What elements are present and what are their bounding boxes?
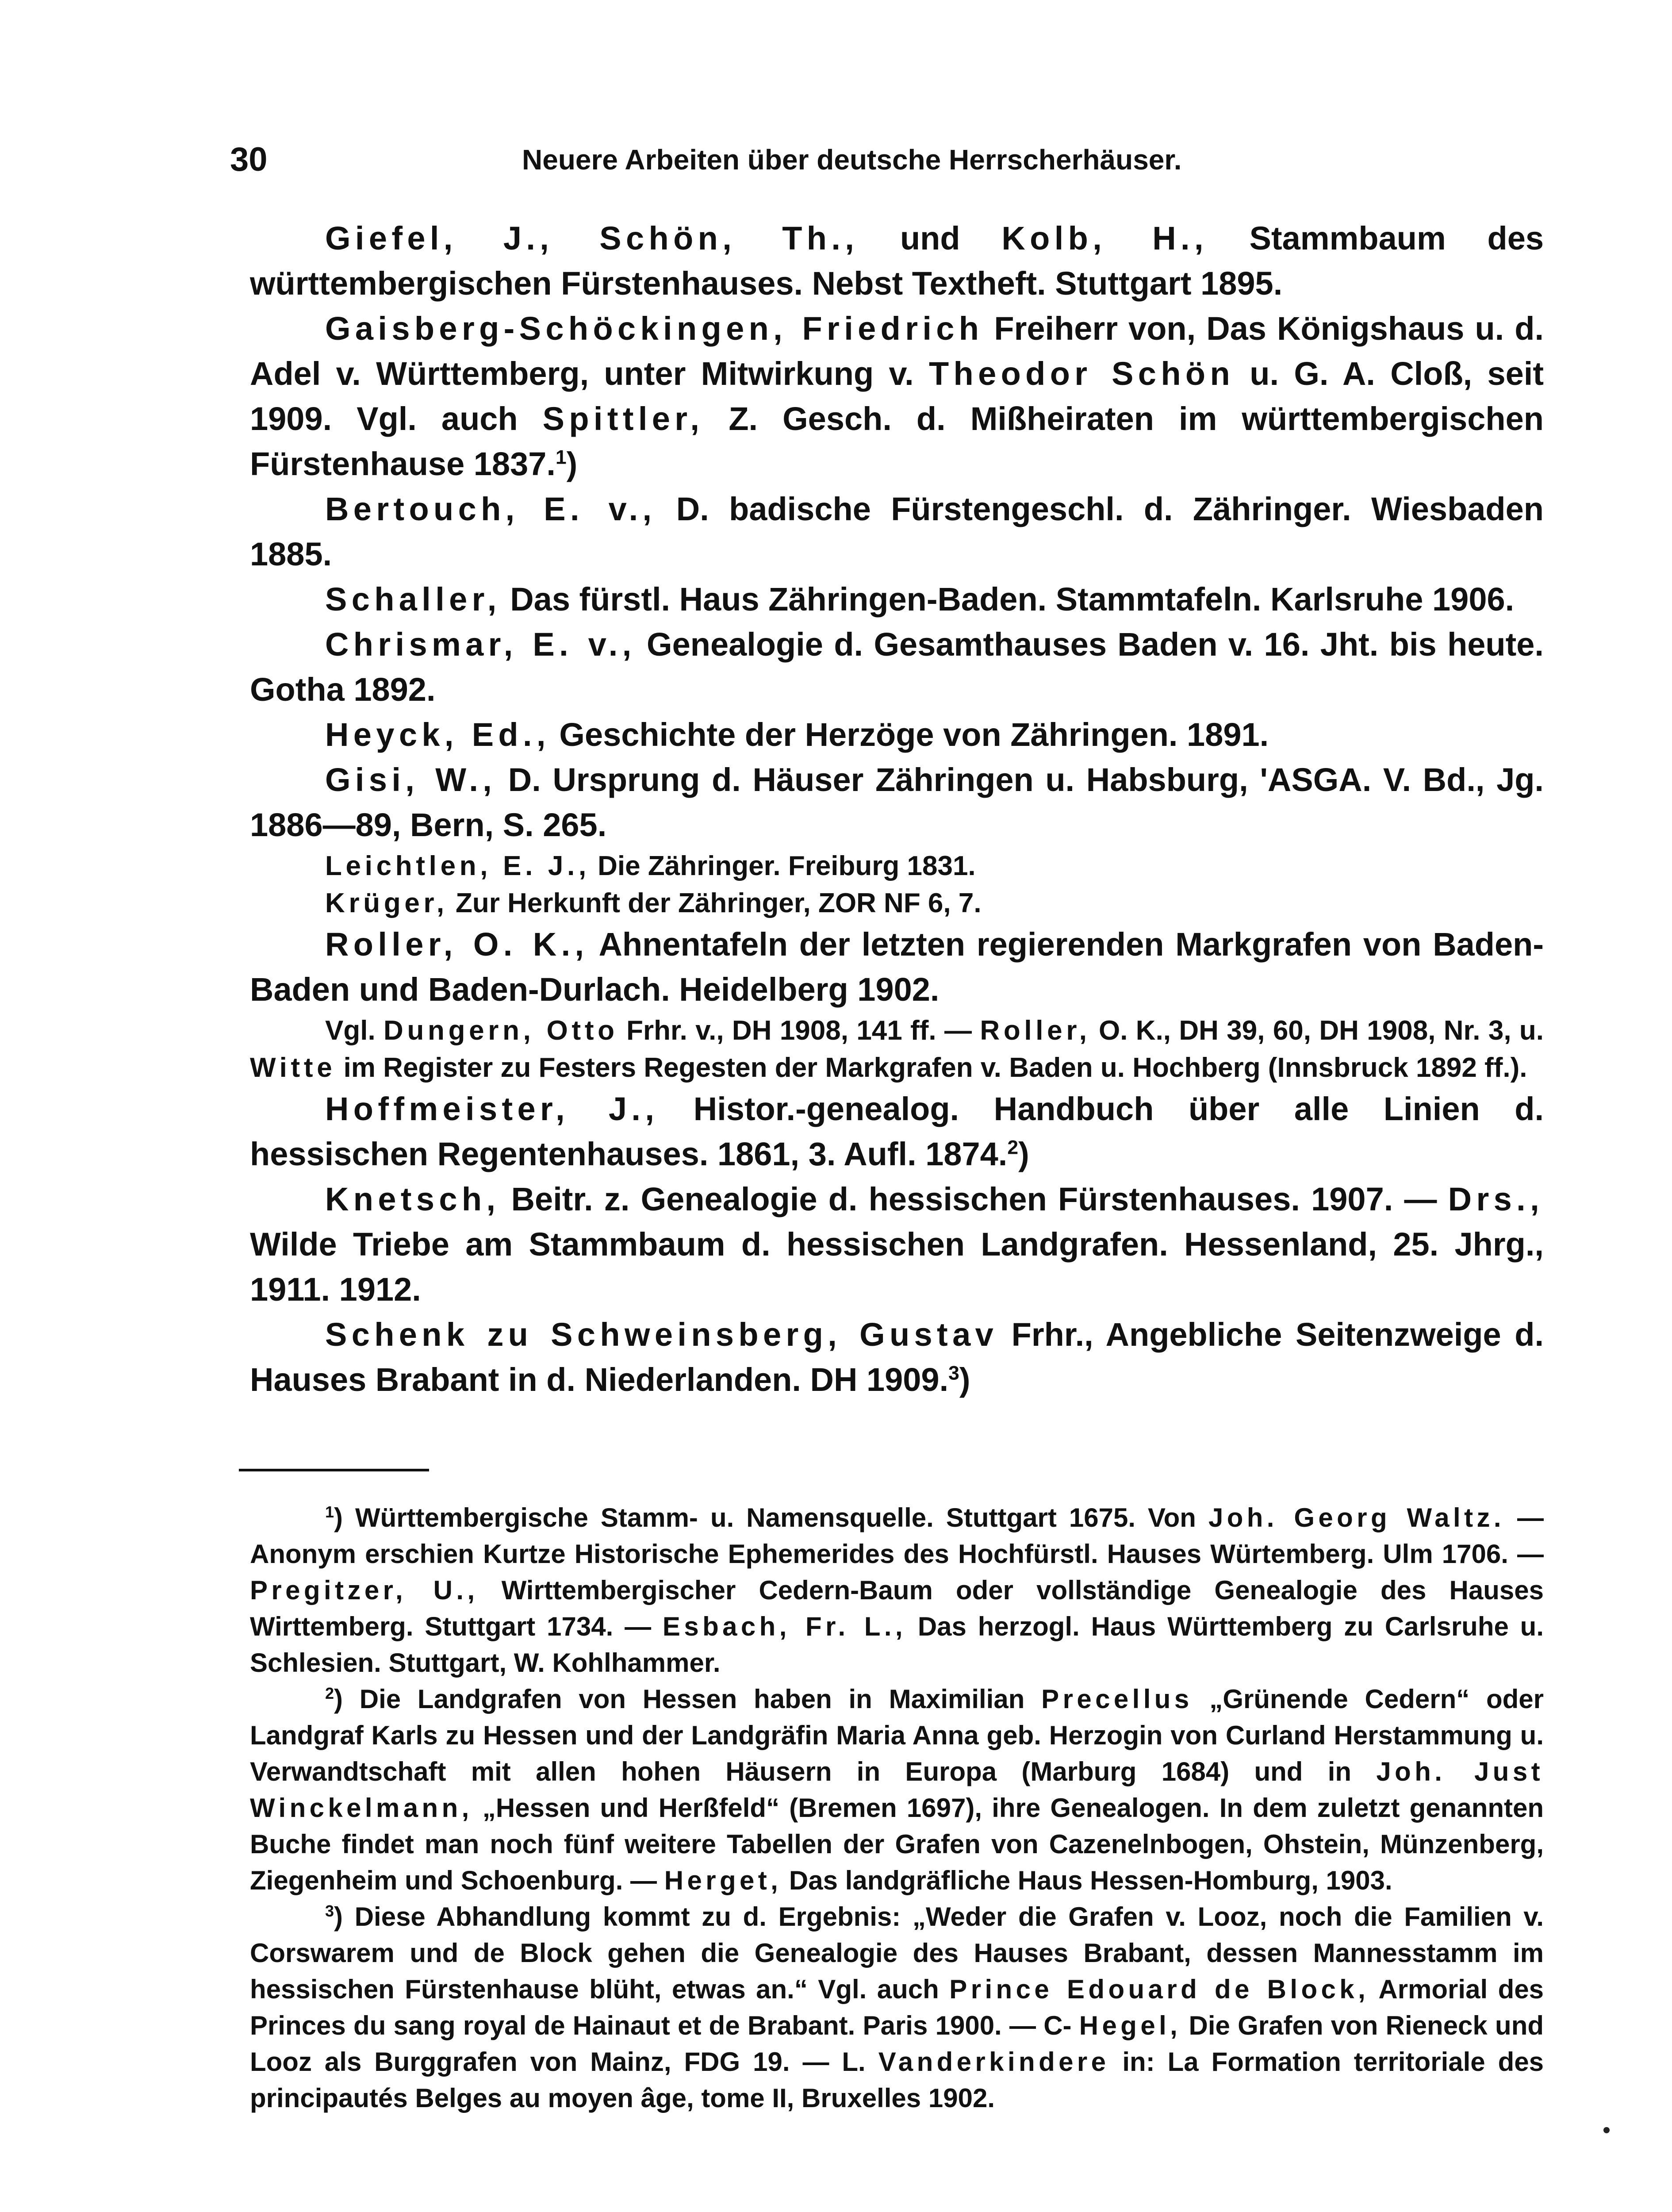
entry-text: Stammbaum des württembergischen Fürstenhauses. Nebst Textheft. Stuttgart 1895. — [250, 220, 1544, 302]
author-name: Precellus — [1041, 1684, 1193, 1714]
author-name: Gaisberg-Schöckingen, Friedrich — [325, 310, 984, 347]
author-name: Spittler, — [542, 400, 704, 437]
footnote-text: Die Grafen von Rieneck und Looz als Burggrafen von Mainz, FDG 19. — L. — [250, 2011, 1544, 2077]
author-name: Joh. Just Winckelmann, — [250, 1757, 1544, 1823]
entry-text: D. Ursprung d. Häuser Zähringen u. Habsburg, 'ASGA. V. Bd., Jg. 1886—89, Bern, S. 265. — [250, 761, 1544, 843]
author-name: Witte — [250, 1052, 336, 1083]
footnote-mark: 1 — [325, 1503, 334, 1521]
bibliography-body — [250, 216, 1544, 1402]
author-name: Vanderkindere — [878, 2047, 1110, 2077]
bib-entry — [250, 1087, 1544, 1177]
entry-text: Zur Herkunft der Zähringer, ZOR NF 6, 7. — [448, 888, 982, 918]
bib-entry — [250, 848, 1544, 885]
author-name: Bertouch, E. v., — [325, 491, 656, 527]
author-name: Roller, O. K., — [325, 926, 589, 963]
footnote-mark: 2 — [325, 1684, 334, 1702]
author-name: Theodor Schön — [928, 355, 1235, 392]
author-name: Heyck, Ed., — [325, 716, 550, 753]
footnote-text: Wirttembergischer Cedern-Baum oder vollständige Genealogie des Hauses Wirttemberg. Stuttgart 1734. — — [250, 1575, 1544, 1641]
footnote-ref: 3 — [948, 1362, 959, 1384]
bib-entry — [250, 622, 1544, 712]
running-title: Neuere Arbeiten über deutsche Herrscherhäuser. — [522, 144, 1182, 176]
entry-text: Geschichte der Herzöge von Zähringen. 1891. — [550, 716, 1269, 753]
bib-entry — [250, 216, 1544, 306]
author-name: Schaller, — [325, 581, 501, 618]
entry-text: ) — [1018, 1136, 1029, 1172]
entry-text: ) — [959, 1361, 970, 1398]
author-name: Krüger, — [325, 888, 448, 918]
entry-text: Das fürstl. Haus Zähringen-Baden. Stammtafeln. Karlsruhe 1906. — [501, 581, 1515, 618]
author-name: Esbach, Fr. L., — [662, 1612, 907, 1641]
author-name: Joh. Georg Waltz. — [1208, 1503, 1505, 1532]
entry-text: ) — [566, 445, 578, 482]
footnote-text: „Grünende Cedern“ oder Landgraf Karls zu Hessen und der Landgräfin Maria Anna geb. Herzogin von Curland Herstammung u. Verwandtschaft mit allen hohen Häusern in Europa (Marburg 1684) und in — [250, 1684, 1544, 1786]
bib-entry — [250, 1177, 1544, 1312]
print-speck — [1603, 2127, 1610, 2133]
footnote-mark: 3 — [325, 1902, 334, 1920]
bib-entry — [250, 757, 1544, 848]
footnote-text: „Hessen und Herßfeld“ (Bremen 1697), ihre Genealogen. In dem zuletzt genannten Buche findet man noch fünf weitere Tabellen der Grafen von Cazenelnbogen, Ohstein, Münzenberg, Ziegenheim und Schoenburg. — — [250, 1793, 1544, 1895]
bib-entry — [250, 577, 1544, 622]
author-name: Kolb, H., — [1001, 220, 1208, 257]
entry-text: Beitr. z. Genealogie d. hessischen Fürstenhauses. 1907. — — [500, 1181, 1448, 1217]
footnote-text: ) Diese Abhandlung kommt zu d. Ergebnis: „Weder die Grafen v. Looz, noch die Familien v. Corswarem und de Block gehen die Genealogie des Hauses Brabant, dessen Mannesstamm im hessischen Fürstenhause blüht, etwas an.“ Vgl. auch — [250, 1902, 1544, 2004]
entry-text: Histor.-genealog. Handbuch über alle Linien d. hessischen Regentenhauses. 1861, 3. Aufl. 1874. — [250, 1091, 1544, 1172]
footnote — [250, 1681, 1544, 1899]
bib-entry — [250, 922, 1544, 1012]
entry-text: Die Zähringer. Freiburg 1831. — [590, 851, 976, 881]
entry-text: Genealogie d. Gesamthauses Baden v. 16. Jht. bis heute. Gotha 1892. — [250, 626, 1544, 708]
author-name: Giefel, J., Schön, Th., — [325, 220, 859, 257]
footnote — [250, 1899, 1544, 2116]
footnote — [250, 1500, 1544, 1681]
entry-text: Freiherr von, Das Königshaus u. d. Adel v. Württemberg, unter Mitwirkung v. — [250, 310, 1544, 392]
entry-text: O. K., DH 39, 60, DH 1908, Nr. 3, u. — [1090, 1015, 1544, 1046]
entry-text: Wilde Triebe am Stammbaum d. hessischen Landgrafen. Hessenland, 25. Jhrg., 1911. 1912. — [250, 1226, 1544, 1308]
entry-text: Frhr. v., DH 1908, 141 ff. — — [618, 1015, 980, 1046]
page-number: 30 — [230, 141, 268, 178]
footnote-text: in: La Formation territoriale des principautés Belges au moyen âge, tome II, Bruxelles 1902. — [250, 2047, 1544, 2113]
entry-text: Vgl. — [325, 1015, 384, 1046]
bib-entry — [250, 1312, 1544, 1402]
footnote-ref: 2 — [1007, 1137, 1019, 1159]
bib-entry — [250, 712, 1544, 757]
footnote-separator — [239, 1469, 429, 1471]
footnote-text: Armorial des Princes du sang royal de Hainaut et de Brabant. Paris 1900. — C- — [250, 1974, 1544, 2040]
author-name: Gisi, W., — [325, 761, 497, 798]
footnote-text: — Anonym erschien Kurtze Historische Ephemerides des Hochfürstl. Hauses Würtemberg. Ulm 1706. — — [250, 1503, 1544, 1569]
entry-text: Frhr., Angebliche Seitenzweige d. Hauses Brabant in d. Niederlanden. DH 1909. — [250, 1316, 1544, 1398]
author-name: Schenk zu Schweinsberg, Gustav — [325, 1316, 998, 1353]
author-name: Knetsch, — [325, 1181, 500, 1217]
author-name: Leichtlen, E. J., — [325, 851, 590, 881]
author-name: Drs., — [1448, 1181, 1544, 1217]
author-name: Hoffmeister, J., — [325, 1091, 659, 1127]
author-name: Hegel, — [1079, 2011, 1181, 2040]
footnote-text: ) Die Landgrafen von Hessen haben in Maximilian — [334, 1684, 1042, 1714]
page-header — [0, 140, 1672, 180]
entry-text: D. badische Fürstengeschl. d. Zähringer. Wiesbaden 1885. — [250, 491, 1544, 572]
bib-entry — [250, 306, 1544, 487]
footnotes — [250, 1500, 1544, 2116]
entry-text: und — [859, 220, 1002, 257]
footnote-text: ) Württembergische Stamm- u. Namensquelle. Stuttgart 1675. Von — [334, 1503, 1208, 1532]
bib-entry — [250, 487, 1544, 577]
author-name: Pregitzer, U., — [250, 1575, 479, 1605]
entry-text: u. G. A. Cloß, seit 1909. Vgl. auch — [250, 355, 1544, 437]
bib-entry — [250, 885, 1544, 922]
author-name: Chrismar, E. v., — [325, 626, 636, 663]
author-name: Herget, — [664, 1866, 782, 1895]
entry-text: Ahnentafeln der letzten regierenden Markgrafen von Baden-Baden und Baden-Durlach. Heidelberg 1902. — [250, 926, 1544, 1008]
footnote-text: Das landgräfliche Haus Hessen-Homburg, 1903. — [782, 1866, 1392, 1895]
author-name: Dungern, Otto — [383, 1015, 618, 1046]
author-name: Prince Edouard de Block, — [949, 1974, 1369, 2004]
author-name: Roller, — [980, 1015, 1091, 1046]
footnote-ref: 1 — [555, 446, 567, 469]
footnote-text: Das herzogl. Haus Württemberg zu Carlsruhe u. Schlesien. Stuttgart, W. Kohlhammer. — [250, 1612, 1544, 1678]
bib-entry — [250, 1012, 1544, 1087]
entry-text: im Register zu Festers Regesten der Markgrafen v. Baden u. Hochberg (Innsbruck 1892 ff.). — [336, 1052, 1527, 1083]
entry-text: Z. Gesch. d. Mißheiraten im württembergischen Fürstenhause 1837. — [250, 400, 1544, 482]
